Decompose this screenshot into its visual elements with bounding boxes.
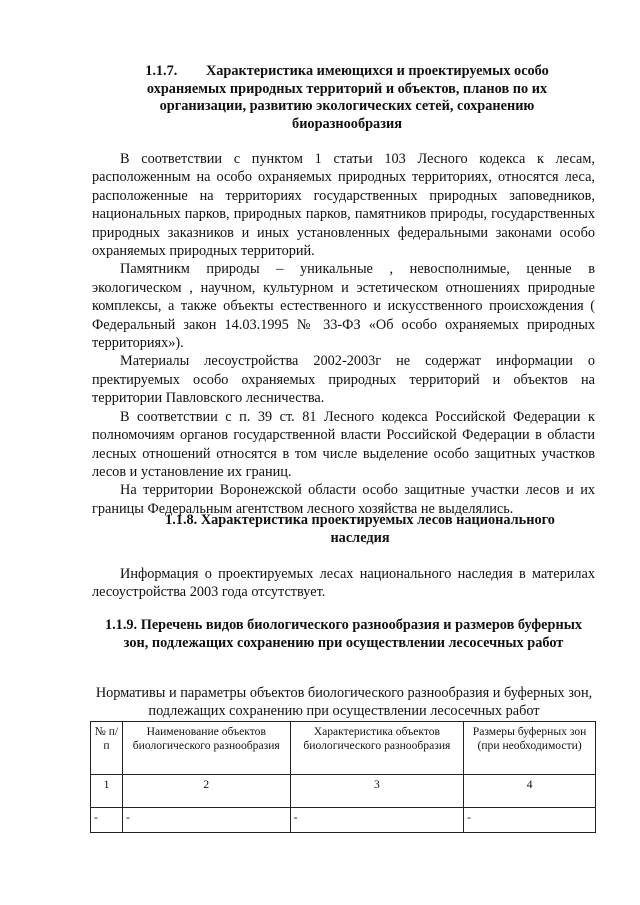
section-119-heading: 1.1.9. Перечень видов биологического разнообразия и размеров буферных зон, подлежащих сохранению при осуществлении лесосечных работ (104, 617, 583, 651)
paragraph: В соответствии с пунктом 1 статьи 103 Лесного кодекса к лесам, расположенным на особо охраняемых природных территориях, относятся леса, расположенные на территориях государственных природных заповедников, национальных парков, природных парков, памятников природы, государственных природных заказников и иных установленных федеральными законами особо охраняемых природных территорий. (92, 151, 595, 260)
table-cell: - (290, 808, 464, 833)
table-caption: Нормативы и параметры объектов биологического разнообразия и буферных зон, подлежащих сохранению при осуществлении лесосечных работ (95, 685, 593, 719)
table-row (91, 808, 596, 833)
table-header-cell: Наименование объектов биологического разнообразия (122, 722, 290, 775)
paragraph: В соответствии с п. 39 ст. 81 Лесного кодекса Российской Федерации к полномочиям органов государственной власти Российской Федерации в области лесных отношений относятся в том числе выделение особо защитных участков лесов и установление их границ. (92, 408, 595, 480)
table-cell: 2 (122, 775, 290, 808)
table-cell: 4 (464, 775, 596, 808)
table-cell: - (122, 808, 290, 833)
table-header-cell: Характеристика объектов биологического разнообразия (290, 722, 464, 775)
biodiversity-norms-table (90, 721, 596, 833)
paragraph: На территории Воронежской области особо защитные участки лесов и их границы Федеральным агентством лесного хозяйства не выделялись. (92, 482, 595, 517)
section-117-heading: 1.1.7. Характеристика имеющихся и проектируемых особо охраняемых природных территорий и объектов, планов по их организации, развитию экологических сетей, сохранению биоразнообразия (145, 63, 549, 132)
table-header-cell: № п/п (91, 722, 123, 775)
section-118-heading: 1.1.8. Характеристика проектируемых лесов национального наследия (165, 512, 555, 546)
paragraph: Информация о проектируемых лесах национального наследия в материлах лесоустройства 2003 года отсутствует. (92, 566, 595, 601)
paragraph: Памятникм природы – уникальные , невосполнимые, ценные в экологическом , научном, культурном и эстетическом отношениях природные комплексы, а также объекты естественного и искусственного происхождения ( Федеральный закон 14.03.1995 № 33-ФЗ «Об особо охраняемых природных территориях»). (92, 261, 595, 352)
section-117-body (92, 150, 595, 518)
paragraph: Материалы лесоустройства 2002-2003г не содержат информации о пректируемых особо охраняемых природных территорий и объектов на территории Павловского лесничества. (92, 353, 595, 407)
table-cell: 1 (91, 775, 123, 808)
table-cell: - (91, 808, 123, 833)
table-cell: - (464, 808, 596, 833)
table-header-cell: Размеры буферных зон (при необходимости) (464, 722, 596, 775)
table-header-row (91, 722, 596, 775)
table-cell: 3 (290, 775, 464, 808)
table-number-row (91, 775, 596, 808)
section-118-body (92, 565, 595, 602)
